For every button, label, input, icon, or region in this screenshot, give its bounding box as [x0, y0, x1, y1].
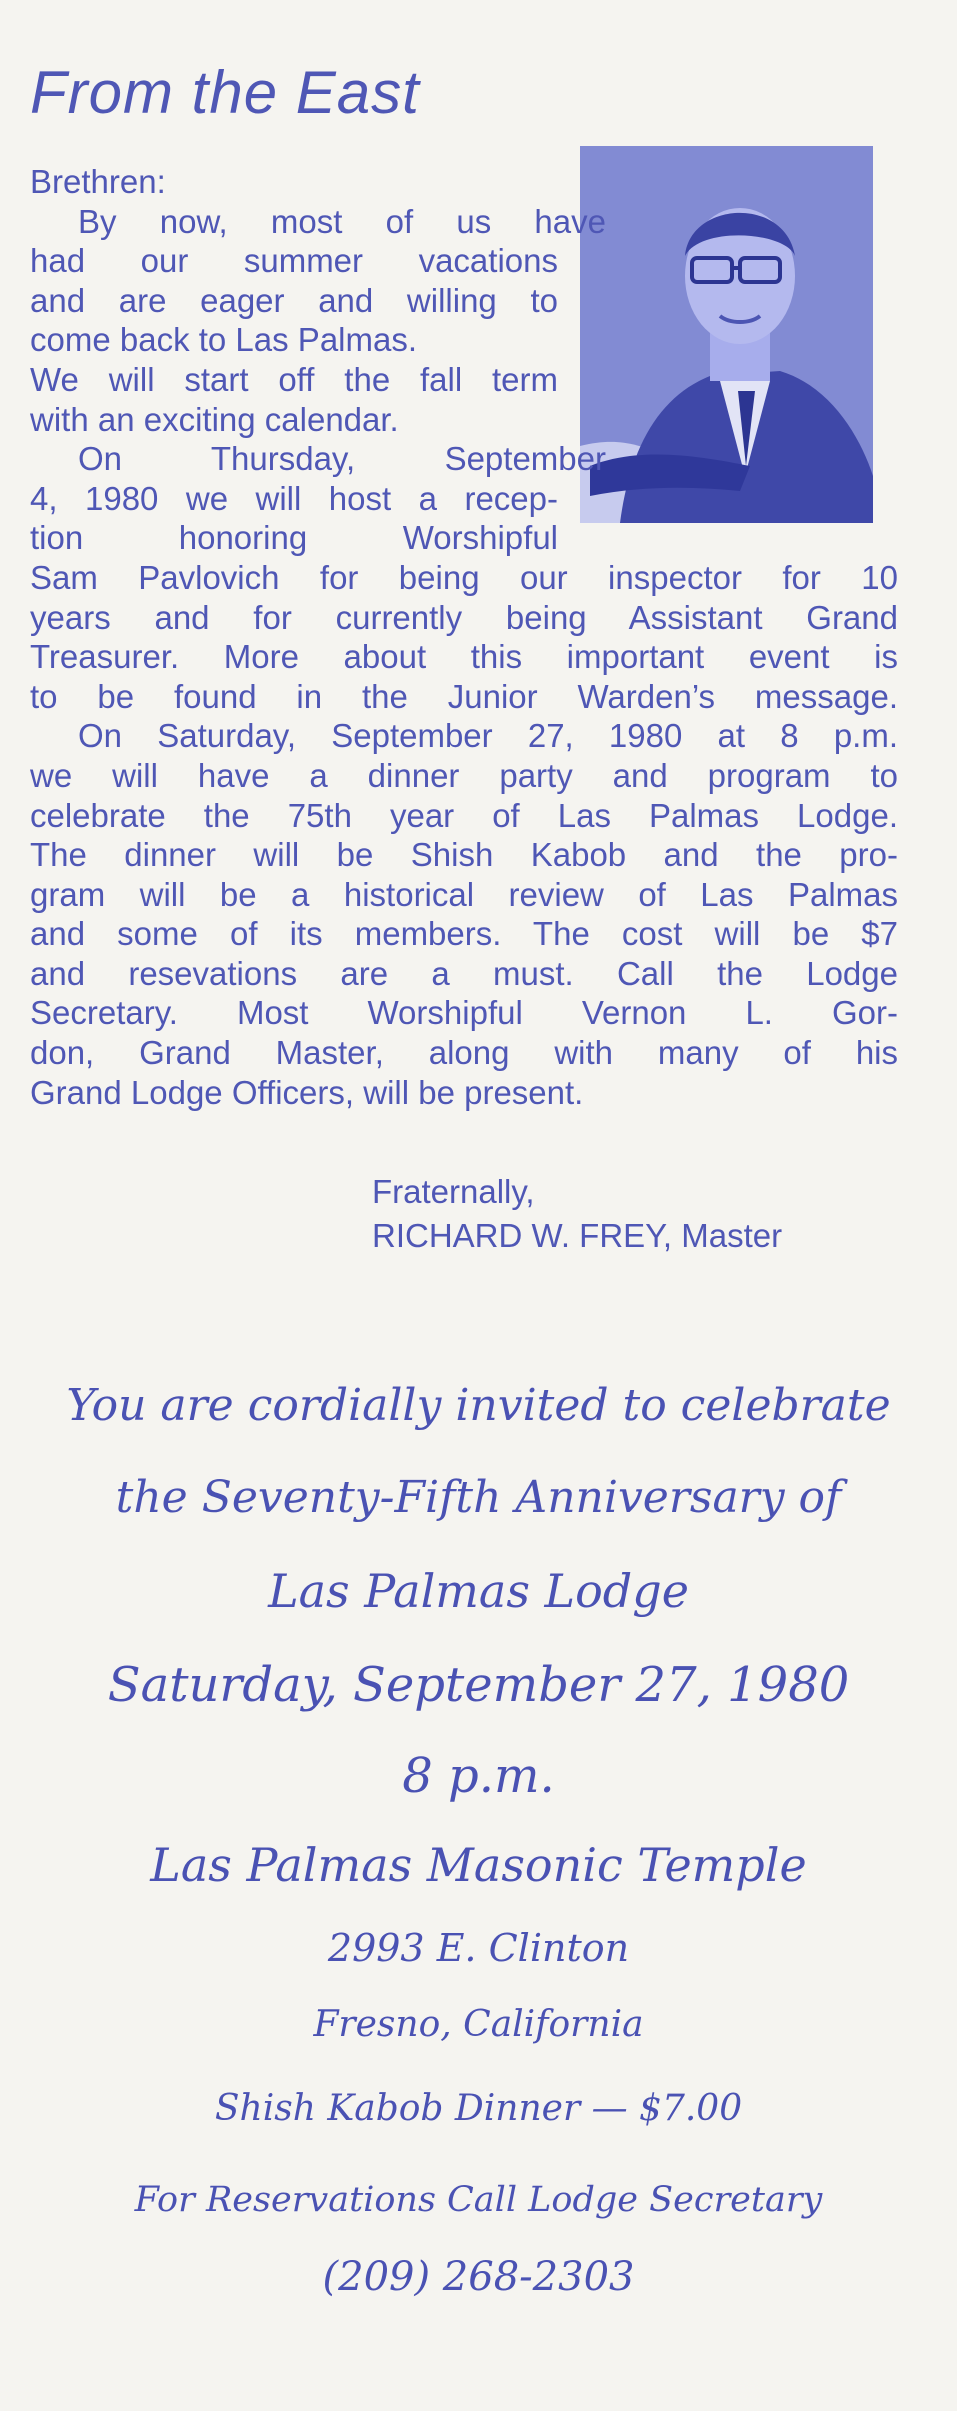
letter-line: and resevations are a must. Call the Lodge [30, 954, 898, 992]
letter-line: had our summer vacations [30, 242, 558, 280]
letter-line: we will have a dinner party and program to [30, 756, 898, 794]
letter-line: Brethren: [30, 163, 166, 200]
letter-line: to be found in the Junior Warden’s message. [30, 677, 898, 715]
page-title: From the East [30, 59, 420, 126]
lodge-name: Las Palmas Lodge [268, 1564, 689, 1618]
letter-line: tion honoring Worshipful [30, 519, 558, 557]
event-date: Saturday, September 27, 1980 [107, 1657, 850, 1713]
venue-address: 2993 E. Clinton [327, 1926, 630, 1970]
letter-line: gram will be a historical review of Las Palmas [30, 875, 898, 913]
letter-line: and some of its members. The cost will be $7 [30, 915, 898, 953]
letter-line: with an exciting calendar. [30, 400, 399, 438]
letter-line: Secretary. Most Worshipful Vernon L. Gor- [30, 994, 898, 1032]
letter-line: don, Grand Master, along with many of his [30, 1034, 898, 1072]
dinner-price: Shish Kabob Dinner — $7.00 [214, 2088, 743, 2129]
letter-line: celebrate the 75th year of Las Palmas Lodge. [30, 796, 898, 834]
event-time: 8 p.m. [402, 1748, 555, 1804]
venue-name: Las Palmas Masonic Temple [150, 1838, 807, 1892]
letter-line: Grand Lodge Officers, will be present. [30, 1073, 584, 1111]
phone-number: (209) 268-2303 [322, 2254, 635, 2300]
signature: RICHARD W. FREY, Master [372, 1217, 783, 1254]
closing: Fraternally, [372, 1173, 535, 1210]
letter-line: come back to Las Palmas. [30, 321, 418, 359]
invitation-line: the Seventy-Fifth Anniversary of [115, 1472, 842, 1523]
letter-line: The dinner will be Shish Kabob and the pro- [30, 836, 898, 874]
letter-line: and are eager and willing to [30, 281, 558, 319]
invitation-line: You are cordially invited to celebrate [66, 1380, 891, 1431]
venue-city: Fresno, California [313, 2004, 644, 2045]
reservations-note: For Reservations Call Lodge Secretary [134, 2180, 823, 2220]
letter-body [30, 162, 898, 1112]
letter-line: We will start off the fall term [30, 360, 558, 398]
letter-line: On Thursday, September [78, 440, 606, 478]
letter-line: Treasurer. More about this important event is [30, 638, 898, 676]
letter-signoff [372, 1170, 782, 1258]
letter-line: years and for currently being Assistant Grand [30, 598, 898, 636]
letter-line: On Saturday, September 27, 1980 at 8 p.m. [78, 717, 898, 755]
letter-line: By now, most of us have [78, 202, 606, 240]
letter-line: 4, 1980 we will host a recep- [30, 479, 558, 517]
letter-line: Sam Pavlovich for being our inspector for 10 [30, 558, 898, 596]
